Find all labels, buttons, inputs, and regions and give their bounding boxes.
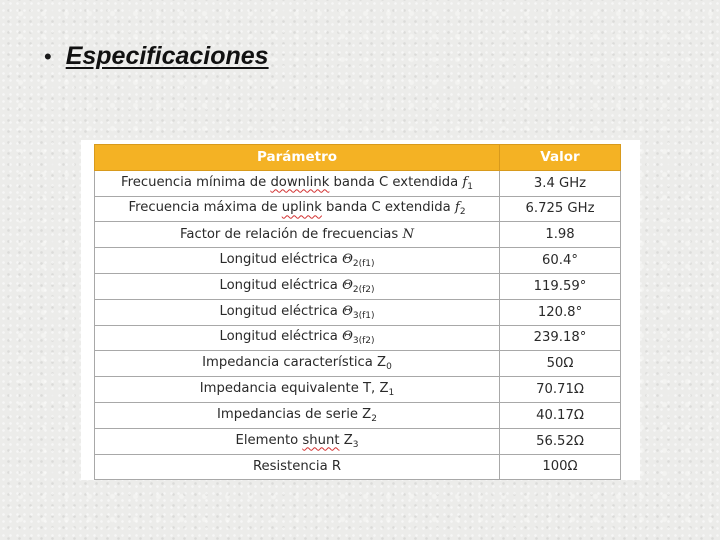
parameter-cell (95, 299, 500, 325)
value-cell: 56.52Ω (500, 428, 621, 454)
parameter-cell (95, 351, 500, 377)
parameter-subscript: 2 (459, 207, 466, 218)
slide-title: Especificaciones (65, 42, 269, 70)
table-row (95, 402, 621, 428)
value-cell: 239.18° (500, 325, 621, 351)
table-row (95, 377, 621, 403)
parameter-subscript: 1 (388, 388, 395, 399)
parameter-cell (95, 273, 500, 299)
value-cell: 119.59° (500, 273, 621, 299)
parameter-subscript: 3 (352, 439, 359, 450)
parameter-text: Longitud eléctrica (219, 329, 343, 345)
parameter-text: Resistencia R (252, 459, 342, 475)
parameter-cell (95, 196, 500, 222)
header-value: Valor (500, 145, 621, 171)
parameter-cell (95, 248, 500, 274)
header-parameter: Parámetro (95, 145, 500, 171)
table-row (95, 299, 621, 325)
parameter-term: shunt (302, 432, 340, 448)
value-cell: 1.98 (500, 222, 621, 248)
table-row (95, 222, 621, 248)
parameter-symbol: Θ (342, 329, 353, 345)
parameter-text: Impedancia equivalente T, Z (199, 381, 389, 397)
value-cell: 40.17Ω (500, 402, 621, 428)
parameter-text-suffix: Z (339, 432, 353, 448)
table-row (95, 170, 621, 196)
parameter-subscript: 0 (386, 362, 392, 373)
table-row (95, 325, 621, 351)
parameter-text: Frecuencia máxima de (128, 200, 282, 216)
parameter-symbol: Θ (342, 252, 353, 268)
parameter-symbol: f (454, 200, 460, 216)
parameter-text: Elemento (235, 432, 303, 448)
parameter-term: uplink (281, 200, 322, 216)
value-cell: 70.71Ω (500, 377, 621, 403)
parameter-cell (95, 222, 500, 248)
value-cell: 60.4° (500, 248, 621, 274)
parameter-cell (95, 325, 500, 351)
parameter-text-suffix: banda C extendida (321, 200, 455, 216)
value-cell: 100Ω (500, 454, 621, 480)
parameter-symbol: Θ (342, 303, 353, 319)
parameter-symbol: Θ (342, 277, 353, 293)
table-row (95, 454, 621, 480)
table-row (95, 351, 621, 377)
value-cell: 3.4 GHz (500, 170, 621, 196)
parameter-symbol: f (462, 174, 468, 190)
specifications-table (94, 144, 621, 480)
slide-title-line (44, 42, 269, 71)
parameter-cell (95, 170, 500, 196)
parameter-subscript: 2 (371, 413, 377, 424)
parameter-text: Impedancias de serie Z (217, 406, 372, 422)
parameter-subscript: 2(f1) (352, 259, 375, 270)
parameter-subscript: 2(f2) (352, 284, 375, 295)
table-row (95, 428, 621, 454)
table-row (95, 273, 621, 299)
value-cell: 50Ω (500, 351, 621, 377)
value-cell: 6.725 GHz (500, 196, 621, 222)
parameter-text-suffix: banda C extendida (329, 174, 463, 190)
parameter-cell (95, 454, 500, 480)
parameter-cell (95, 428, 500, 454)
table-row (95, 248, 621, 274)
table-row (95, 196, 621, 222)
bullet-point: • (44, 43, 52, 69)
parameter-subscript: 1 (467, 181, 474, 192)
parameter-text: Longitud eléctrica (219, 252, 343, 268)
parameter-symbol: N (402, 227, 414, 243)
parameter-text: Longitud eléctrica (219, 303, 343, 319)
parameter-text: Factor de relación de frecuencias (179, 227, 403, 243)
parameter-term: downlink (270, 174, 330, 190)
parameter-text: Longitud eléctrica (219, 277, 343, 293)
parameter-text: Frecuencia mínima de (120, 174, 271, 190)
parameter-cell (95, 377, 500, 403)
parameter-subscript: 3(f2) (352, 336, 375, 347)
parameter-subscript: 3(f1) (352, 310, 375, 321)
parameter-cell (95, 402, 500, 428)
specifications-table-card (81, 140, 640, 480)
table-header-row (95, 145, 621, 171)
parameter-text: Impedancia característica Z (202, 355, 387, 371)
value-cell: 120.8° (500, 299, 621, 325)
